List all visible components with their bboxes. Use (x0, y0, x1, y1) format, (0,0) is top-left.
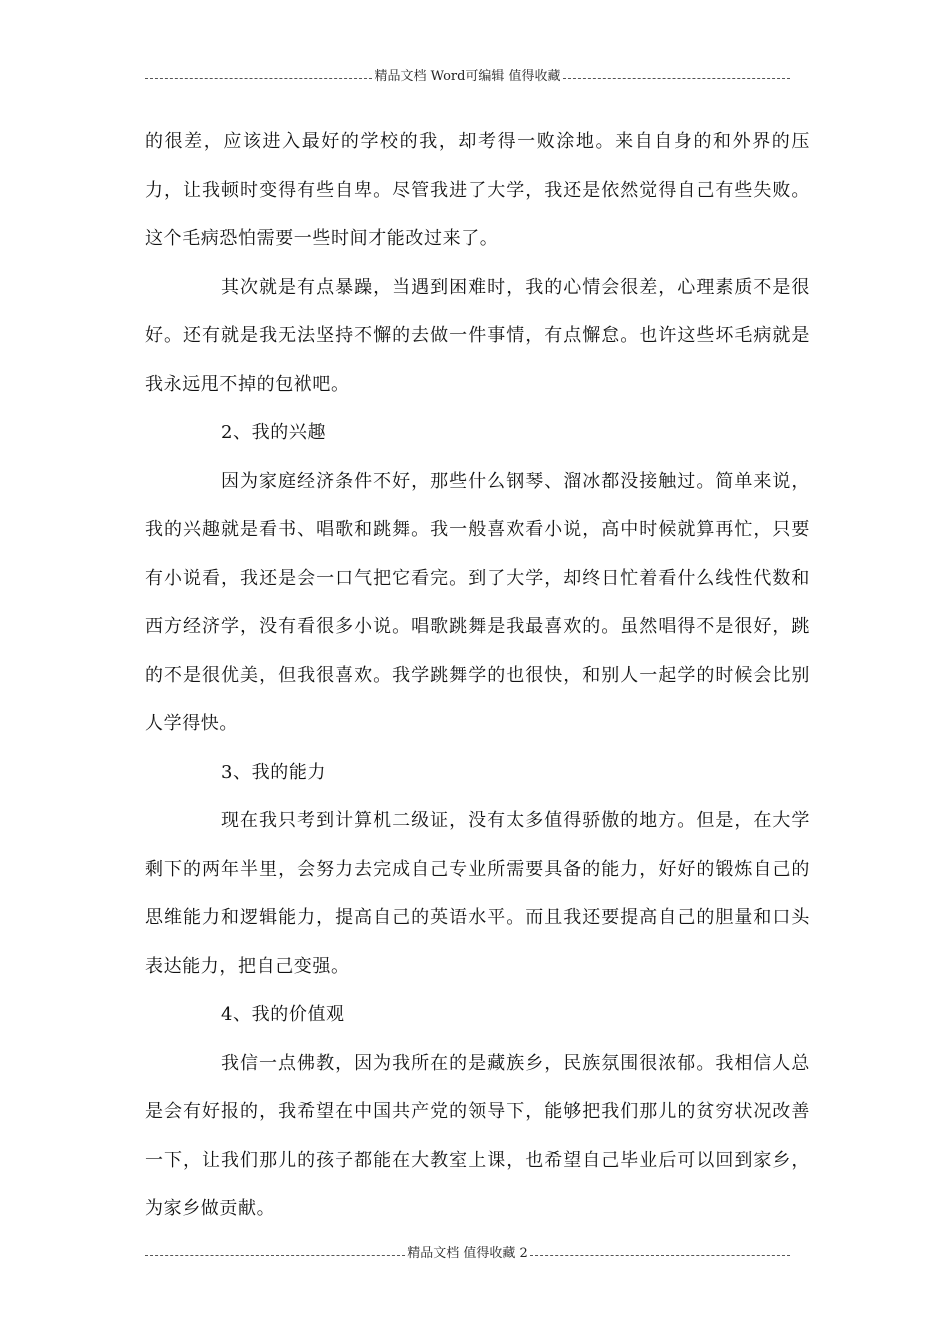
footer-label: 精品文档 值得收藏 (407, 1246, 516, 1261)
footer-dash-right (530, 1255, 790, 1256)
section-heading-abilities: 3、我的能力 (221, 761, 327, 783)
header-dash-left (145, 78, 372, 79)
page-number: 2 (519, 1246, 528, 1261)
footer-dash-left (145, 1255, 405, 1256)
document-body (145, 118, 810, 1234)
paragraph-values: 我信一点佛教，因为我所在的是藏族乡，民族氛围很浓郁。我相信人总是会有好报的，我希望在中国共产党的领导下，能够把我们那儿的贫穷状况改善一下，让我们那儿的孩子都能在大教室上课，也希望自己毕业后可以回到家乡，为家乡做贡献。 (145, 1052, 810, 1219)
page-footer (145, 1245, 790, 1263)
header-label: 精品文档 Word可编辑 值得收藏 (374, 69, 561, 84)
header-dash-right (563, 78, 790, 79)
paragraph-abilities: 现在我只考到计算机二级证，没有太多值得骄傲的地方。但是，在大学剩下的两年半里，会努力去完成自己专业所需要具备的能力，好好的锻炼自己的思维能力和逻辑能力，提高自己的英语水平。而且我还要提高自己的胆量和口头表达能力，把自己变强。 (145, 810, 810, 977)
paragraph-2: 其次就是有点暴躁，当遇到困难时，我的心情会很差，心理素质不是很好。还有就是我无法坚持不懈的去做一件事情，有点懈怠。也许这些坏毛病就是我永远甩不掉的包袱吧。 (145, 276, 810, 395)
section-heading-interests: 2、我的兴趣 (221, 422, 327, 443)
page-header (145, 68, 790, 86)
paragraph-interests: 因为家庭经济条件不好，那些什么钢琴、溜冰都没接触过。简单来说，我的兴趣就是看书、唱歌和跳舞。我一般喜欢看小说，高中时候就算再忙，只要有小说看，我还是会一口气把它看完。到了大学，却终日忙着看什么线性代数和西方经济学，没有看很多小说。唱歌跳舞是我最喜欢的。虽然唱得不是很好，跳的不是很优美，但我很喜欢。我学跳舞学的也很快，和别人一起学的时候会比别人学得快。 (145, 470, 810, 734)
paragraph-1: 的很差，应该进入最好的学校的我，却考得一败涂地。来自自身的和外界的压力，让我顿时变得有些自卑。尽管我进了大学，我还是依然觉得自己有些失败。这个毛病恐怕需要一些时间才能改过来了。 (145, 131, 810, 249)
section-heading-values: 4、我的价值观 (221, 1004, 345, 1025)
